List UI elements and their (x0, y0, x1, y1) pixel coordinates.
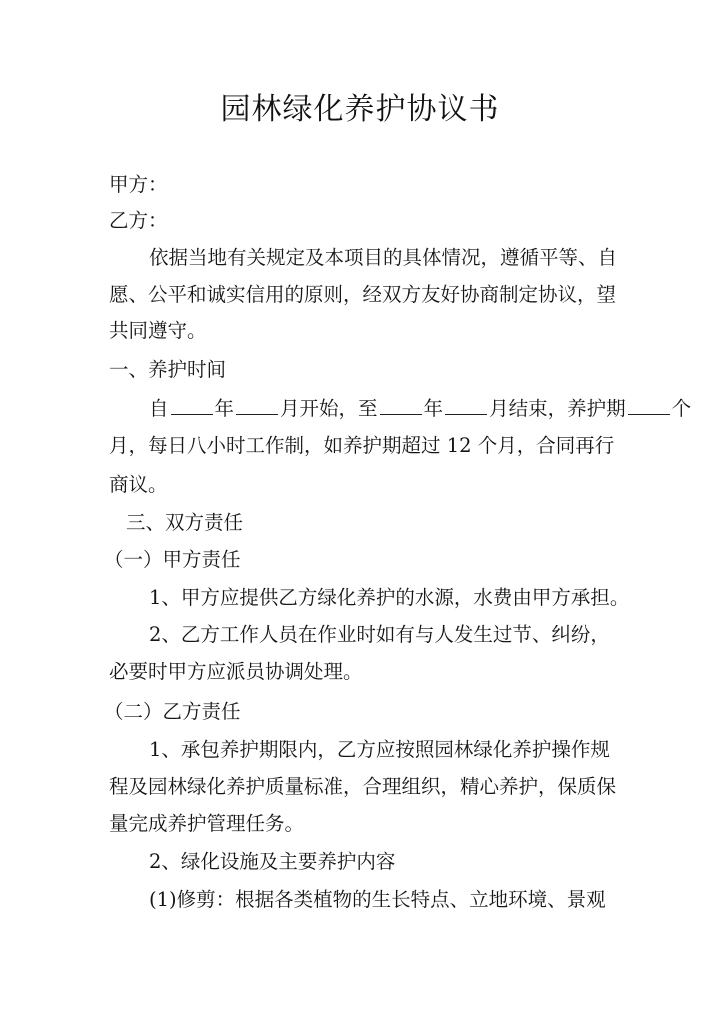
party-b-item-1-line-3: 量完成养护管理任务。 (109, 812, 305, 835)
party-b-label: 乙方： (109, 209, 168, 232)
text: 年 (214, 397, 235, 420)
section1-line-1 (149, 396, 691, 422)
party-b-duty-heading: （二）乙方责任 (104, 700, 241, 723)
party-a-label: 甲方： (109, 173, 168, 196)
text: 月结束，养护期 (489, 397, 626, 420)
section3-heading: 三、双方责任 (126, 511, 244, 534)
document-title: 园林绿化养护协议书 (220, 92, 500, 127)
section1-line-2: 月，每日八小时工作制，如养护期超过 12 个月，合同再行 (109, 434, 615, 457)
section1-line-3: 商议。 (109, 473, 168, 496)
party-b-item-1-line-1: 1、承包养护期限内，乙方应按照园林绿化养护操作规 (149, 738, 610, 761)
blank-field (380, 396, 422, 415)
intro-line-2: 愿、公平和诚实信用的原则，经双方友好协商制定协议，望 (109, 283, 617, 306)
party-a-item-1: 1、甲方应提供乙方绿化养护的水源，水费由甲方承担。 (149, 586, 630, 609)
intro-line-3: 共同遵守。 (109, 319, 207, 342)
party-a-duty-heading: （一）甲方责任 (104, 548, 241, 571)
text: 年 (423, 397, 444, 420)
party-b-item-2-sub-1: (1)修剪：根据各类植物的生长特点、立地环境、景观 (149, 888, 606, 911)
blank-field (171, 396, 213, 415)
party-a-item-2-line-2: 必要时甲方应派员协调处理。 (109, 660, 363, 683)
intro-line-1: 依据当地有关规定及本项目的具体情况，遵循平等、自 (149, 246, 618, 269)
text: 月开始，至 (280, 397, 378, 420)
party-b-item-2: 2、绿化设施及主要养护内容 (149, 850, 396, 873)
section1-heading: 一、养护时间 (109, 358, 227, 381)
party-b-item-1-line-2: 程及园林绿化养护质量标准，合理组织，精心养护，保质保 (109, 775, 617, 798)
party-a-item-2-line-1: 2、乙方工作人员在作业时如有与人发生过节、纠纷， (149, 623, 610, 646)
blank-field (628, 396, 670, 415)
text: 个 (671, 397, 692, 420)
blank-field (445, 396, 487, 415)
blank-field (236, 396, 278, 415)
text: 自 (149, 397, 169, 420)
